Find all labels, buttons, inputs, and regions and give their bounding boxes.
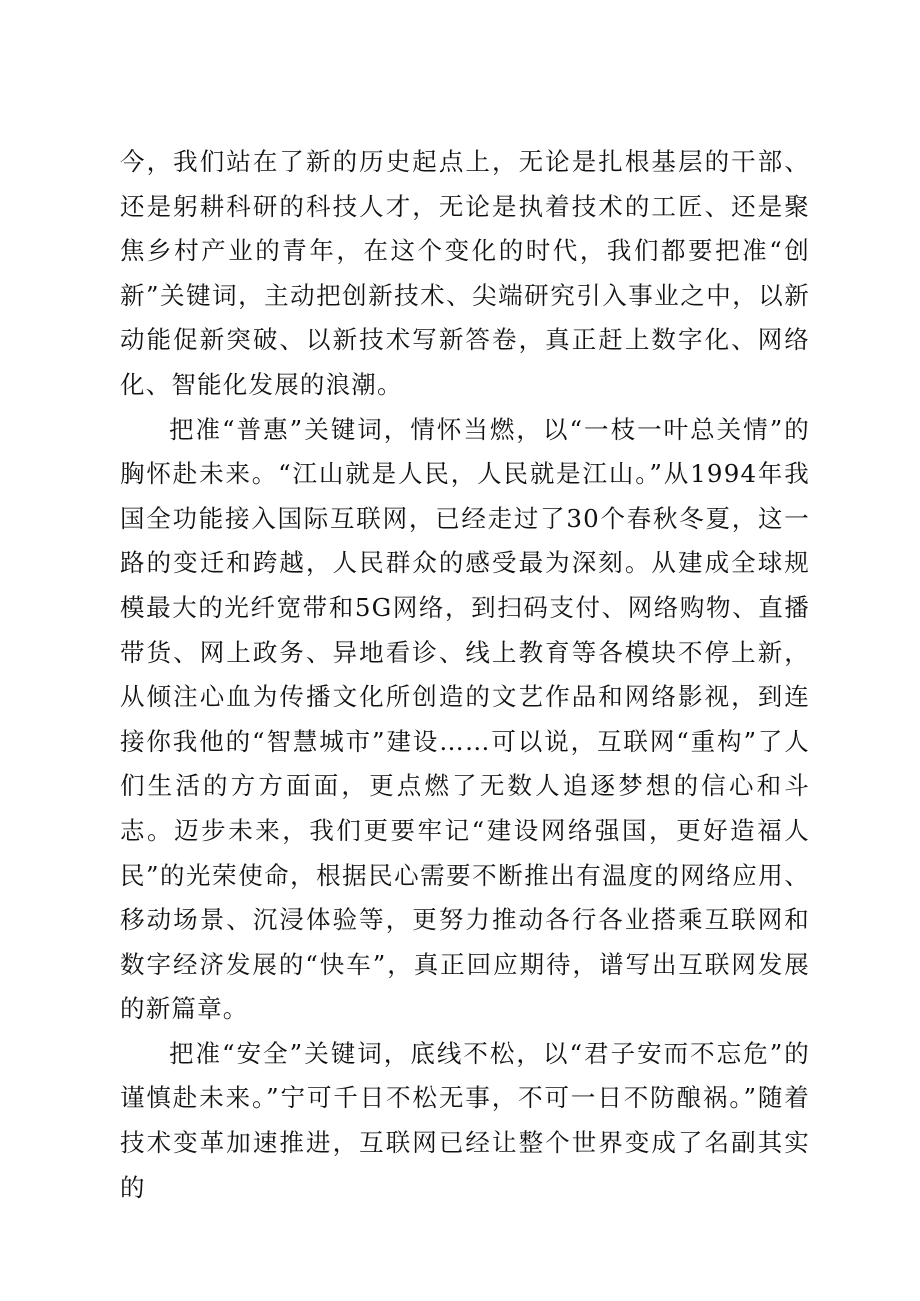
paragraph-security: 把准“安全”关键词，底线不松，以“君子安而不忘危”的谨慎赴未来。”宁可千日不松无事，不可一日不防酿祸。”随着技术变革加速推进，互联网已经让整个世界变成了名副其实的: [120, 1038, 810, 1202]
paragraph-continuation: 今，我们站在了新的历史起点上，无论是扎根基层的干部、还是躬耕科研的科技人才，无论是执着技术的工匠、还是聚焦乡村产业的青年，在这个变化的时代，我们都要把准“创新”关键词，主动把创新技术、尖端研究引入事业之中，以新动能促新突破、以新技术写新答卷，真正赶上数字化、网络化、智能化发展的浪潮。: [120, 147, 810, 399]
paragraph-inclusiveness: 把准“普惠”关键词，情怀当燃，以“一枝一叶总关情”的胸怀赴未来。“江山就是人民，人民就是江山。”从1994年我国全功能接入国际互联网，已经走过了30个春秋冬夏，这一路的变迁和跨越，人民群众的感受最为深刻。从建成全球规模最大的光纤宽带和5G网络，到扫码支付、网络购物、直播带货、网上政务、异地看诊、线上教育等各模块不停上新，从倾注心血为传播文化所创造的文艺作品和网络影视，到连接你我他的“智慧城市”建设……可以说，互联网“重构”了人们生活的方方面面，更点燃了无数人追逐梦想的信心和斗志。迈步未来，我们更要牢记“建设网络强国，更好造福人民”的光荣使命，根据民心需要不断推出有温度的网络应用、移动场景、沉浸体验等，更努力推动各行各业搭乘互联网和数字经济发展的“快车”，真正回应期待，谱写出互联网发展的新篇章。: [120, 414, 810, 1024]
document-body: [120, 140, 810, 1210]
